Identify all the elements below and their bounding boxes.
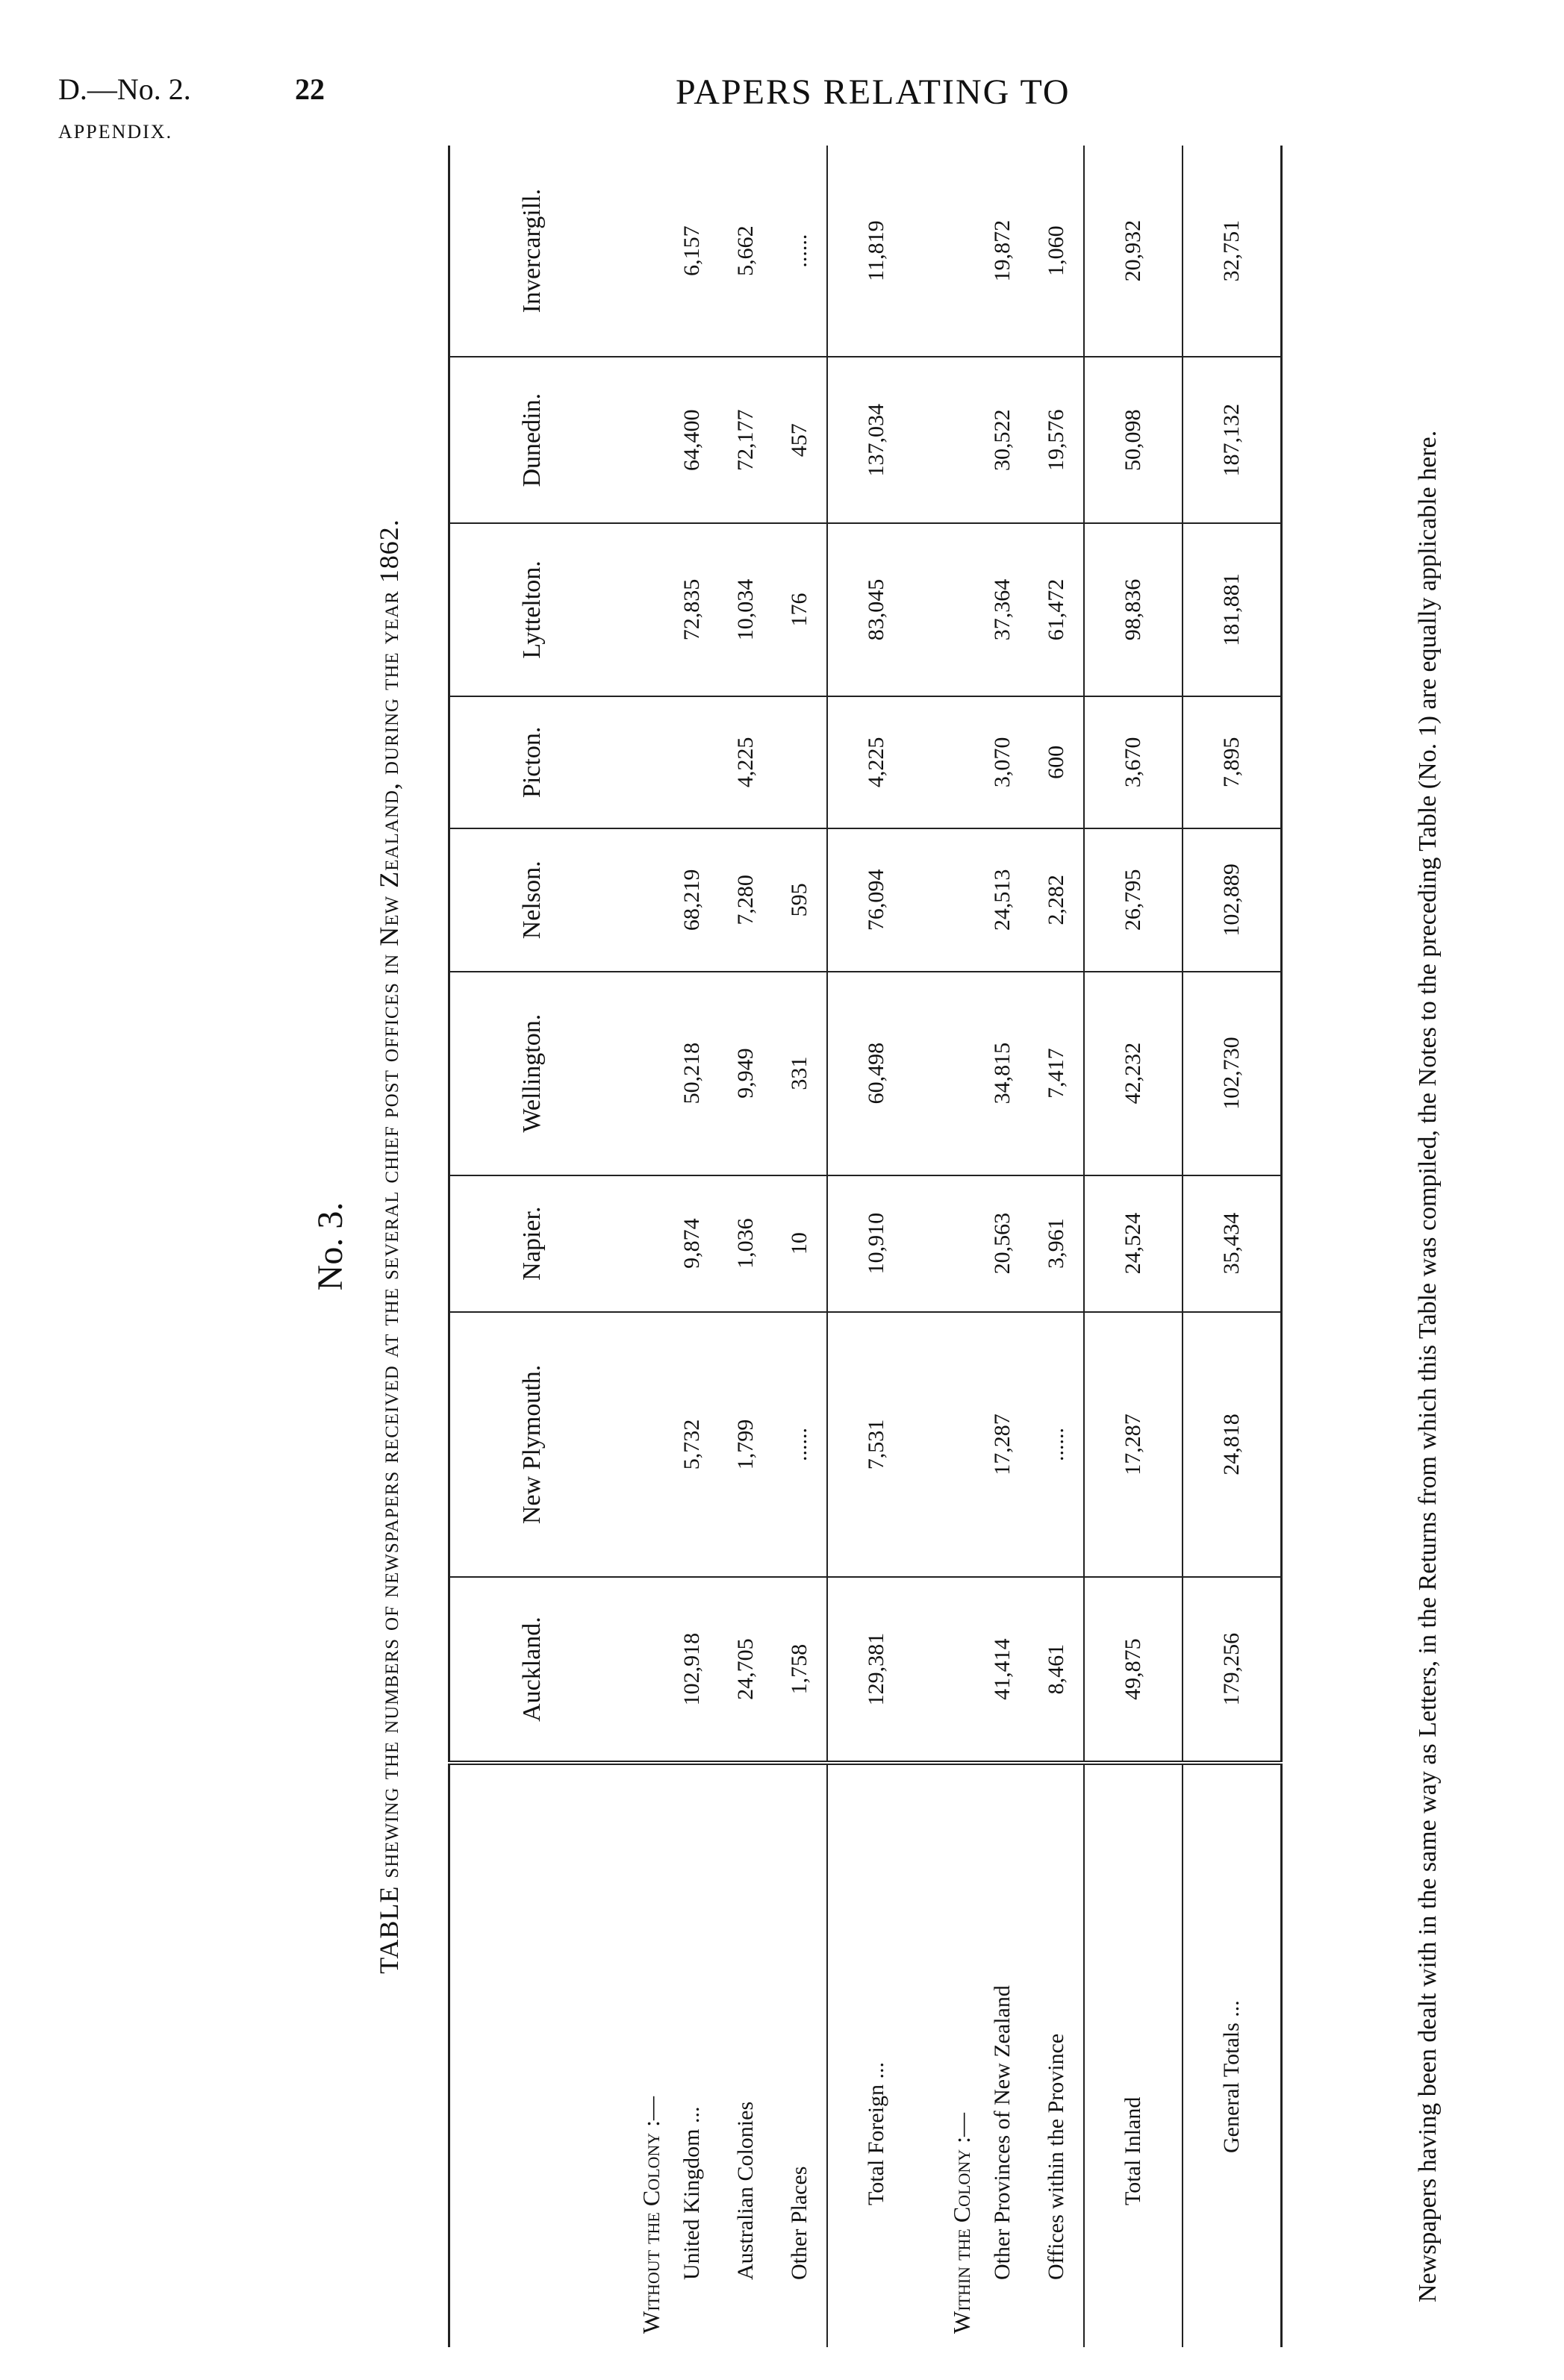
- empty-cell: [925, 1577, 976, 1763]
- table-cell: 176: [773, 523, 827, 696]
- col-header: Lyttelton.: [449, 523, 615, 696]
- table-cell: 181,881: [1183, 523, 1282, 696]
- section-row: [614, 146, 665, 2347]
- general-total-row: [1183, 146, 1282, 2347]
- table-cell: 72,835: [665, 523, 719, 696]
- table-cell: 3,070: [976, 696, 1029, 828]
- empty-cell: [925, 1175, 976, 1312]
- table-cell: 76,094: [827, 828, 925, 972]
- table-cell: 19,576: [1029, 357, 1084, 523]
- table-cell: 457: [773, 357, 827, 523]
- table-cell: 20,563: [976, 1175, 1029, 1312]
- table-cell: 3,961: [1029, 1175, 1084, 1312]
- table-cell: 6,157: [665, 146, 719, 357]
- empty-cell: [614, 146, 665, 357]
- table-cell: 5,662: [719, 146, 773, 357]
- col-header: Dunedin.: [449, 357, 615, 523]
- col-header: Nelson.: [449, 828, 615, 972]
- table-cell: 60,498: [827, 972, 925, 1175]
- table-cell: 72,177: [719, 357, 773, 523]
- header-blank: [449, 1763, 615, 2347]
- table-cell: 11,819: [827, 146, 925, 357]
- table-cell: 61,472: [1029, 523, 1084, 696]
- table-cell: 1,036: [719, 1175, 773, 1312]
- table-row: [1029, 146, 1084, 2347]
- table-cell: 187,132: [1183, 357, 1282, 523]
- section-label: Within the Colony :—: [948, 2112, 975, 2334]
- empty-cell: [925, 146, 976, 357]
- col-header: Auckland.: [449, 1577, 615, 1763]
- empty-cell: [614, 828, 665, 972]
- row-label: Total Foreign ...: [827, 1763, 925, 2347]
- total-row: [1084, 146, 1183, 2347]
- table-cell: 34,815: [976, 972, 1029, 1175]
- table-cell: 20,932: [1084, 146, 1183, 357]
- col-header: Invercargill.: [449, 146, 615, 357]
- row-label: Other Places: [787, 2166, 811, 2280]
- table-cell: 8,461: [1029, 1577, 1084, 1763]
- rotated-table-page: [311, 146, 1564, 2347]
- table-cell: 595: [773, 828, 827, 972]
- table-cell: 24,818: [1183, 1312, 1282, 1578]
- table-cell: 5,732: [665, 1312, 719, 1578]
- table-cell: 2,282: [1029, 828, 1084, 972]
- table-cell: 3,670: [1084, 696, 1183, 828]
- table-cell: ......: [773, 1312, 827, 1578]
- col-header: Wellington.: [449, 972, 615, 1175]
- col-header: Picton.: [449, 696, 615, 828]
- table-cell: 102,730: [1183, 972, 1282, 1175]
- empty-cell: [614, 972, 665, 1175]
- table-cell: 35,434: [1183, 1175, 1282, 1312]
- table-row: [976, 146, 1029, 2347]
- table-cell: 4,225: [827, 696, 925, 828]
- table-cell: 41,414: [976, 1577, 1029, 1763]
- page-heading: PAPERS RELATING TO: [676, 72, 1071, 112]
- table-cell: 102,918: [665, 1577, 719, 1763]
- table-cell: 7,531: [827, 1312, 925, 1578]
- table-cell: 17,287: [1084, 1312, 1183, 1578]
- row-label: Offices within the Province: [1044, 2033, 1068, 2280]
- table-cell: 1,758: [773, 1577, 827, 1763]
- table-cell: 17,287: [976, 1312, 1029, 1578]
- empty-cell: [925, 828, 976, 972]
- table-cell: 24,513: [976, 828, 1029, 972]
- table-cell: 26,795: [1084, 828, 1183, 972]
- table-cell: 24,524: [1084, 1175, 1183, 1312]
- empty-cell: [925, 696, 976, 828]
- table-cell: ......: [1029, 1312, 1084, 1578]
- empty-cell: [614, 1312, 665, 1578]
- table-title: TABLE shewing the numbers of newspapers received at the several chief post offices in New Zealand, during the year 1862.: [374, 519, 404, 1974]
- empty-cell: [614, 357, 665, 523]
- table-header-row: [449, 146, 615, 2347]
- table-cell: 24,705: [719, 1577, 773, 1763]
- table-cell: [773, 696, 827, 828]
- table-cell: 64,400: [665, 357, 719, 523]
- page-number: 22: [295, 72, 325, 106]
- table-row: [773, 146, 827, 2347]
- empty-cell: [925, 1312, 976, 1578]
- table-cell: 1,799: [719, 1312, 773, 1578]
- appendix-label: APPENDIX.: [58, 121, 173, 143]
- table-cell: 10,910: [827, 1175, 925, 1312]
- table-cell: 50,098: [1084, 357, 1183, 523]
- table-cell: ......: [773, 146, 827, 357]
- row-label: Australian Colonies: [733, 2101, 758, 2280]
- table-cell: 600: [1029, 696, 1084, 828]
- table-cell: 9,949: [719, 972, 773, 1175]
- table-cell: [665, 696, 719, 828]
- table-cell: 49,875: [1084, 1577, 1183, 1763]
- table-cell: 32,751: [1183, 146, 1282, 357]
- table-cell: 129,381: [827, 1577, 925, 1763]
- table-cell: 4,225: [719, 696, 773, 828]
- table-cell: 19,872: [976, 146, 1029, 357]
- empty-cell: [925, 523, 976, 696]
- table-cell: 331: [773, 972, 827, 1175]
- empty-cell: [614, 696, 665, 828]
- empty-cell: [614, 1175, 665, 1312]
- table-cell: 42,232: [1084, 972, 1183, 1175]
- table-cell: 50,218: [665, 972, 719, 1175]
- empty-cell: [614, 523, 665, 696]
- table-cell: 7,280: [719, 828, 773, 972]
- row-label: Other Provinces of New Zealand: [990, 1985, 1015, 2280]
- table-cell: 1,060: [1029, 146, 1084, 357]
- col-header: New Plymouth.: [449, 1312, 615, 1578]
- table-row: [665, 146, 719, 2347]
- total-row: [827, 146, 925, 2347]
- table-cell: 83,045: [827, 523, 925, 696]
- empty-cell: [925, 357, 976, 523]
- table-cell: 7,895: [1183, 696, 1282, 828]
- table-cell: 37,364: [976, 523, 1029, 696]
- table-cell: 9,874: [665, 1175, 719, 1312]
- table-cell: 68,219: [665, 828, 719, 972]
- table-cell: 137,034: [827, 357, 925, 523]
- table-number: No. 3.: [311, 1202, 350, 1291]
- table-cell: 10,034: [719, 523, 773, 696]
- table-cell: 98,836: [1084, 523, 1183, 696]
- row-label: General Totals ...: [1183, 1763, 1282, 2347]
- table-cell: 7,417: [1029, 972, 1084, 1175]
- table-cell: 179,256: [1183, 1577, 1282, 1763]
- table-cell: 10: [773, 1175, 827, 1312]
- section-row: [925, 146, 976, 2347]
- table-row: [719, 146, 773, 2347]
- row-label: Total Inland: [1084, 1763, 1183, 2347]
- col-header: Napier.: [449, 1175, 615, 1312]
- table-cell: 30,522: [976, 357, 1029, 523]
- section-label: Without the Colony :—: [638, 2096, 664, 2334]
- newspapers-table: [448, 146, 1283, 2347]
- row-label: United Kingdom ...: [679, 2106, 704, 2280]
- table-cell: 102,889: [1183, 828, 1282, 972]
- empty-cell: [925, 972, 976, 1175]
- header-ref: D.—No. 2.: [58, 72, 191, 106]
- empty-cell: [614, 1577, 665, 1763]
- footnote: Newspapers having been dealt with in the same way as Letters, in the Returns from which this Table was compiled, the Notes to the preceding Table (No. 1) are equally applicable here.: [1414, 430, 1442, 2302]
